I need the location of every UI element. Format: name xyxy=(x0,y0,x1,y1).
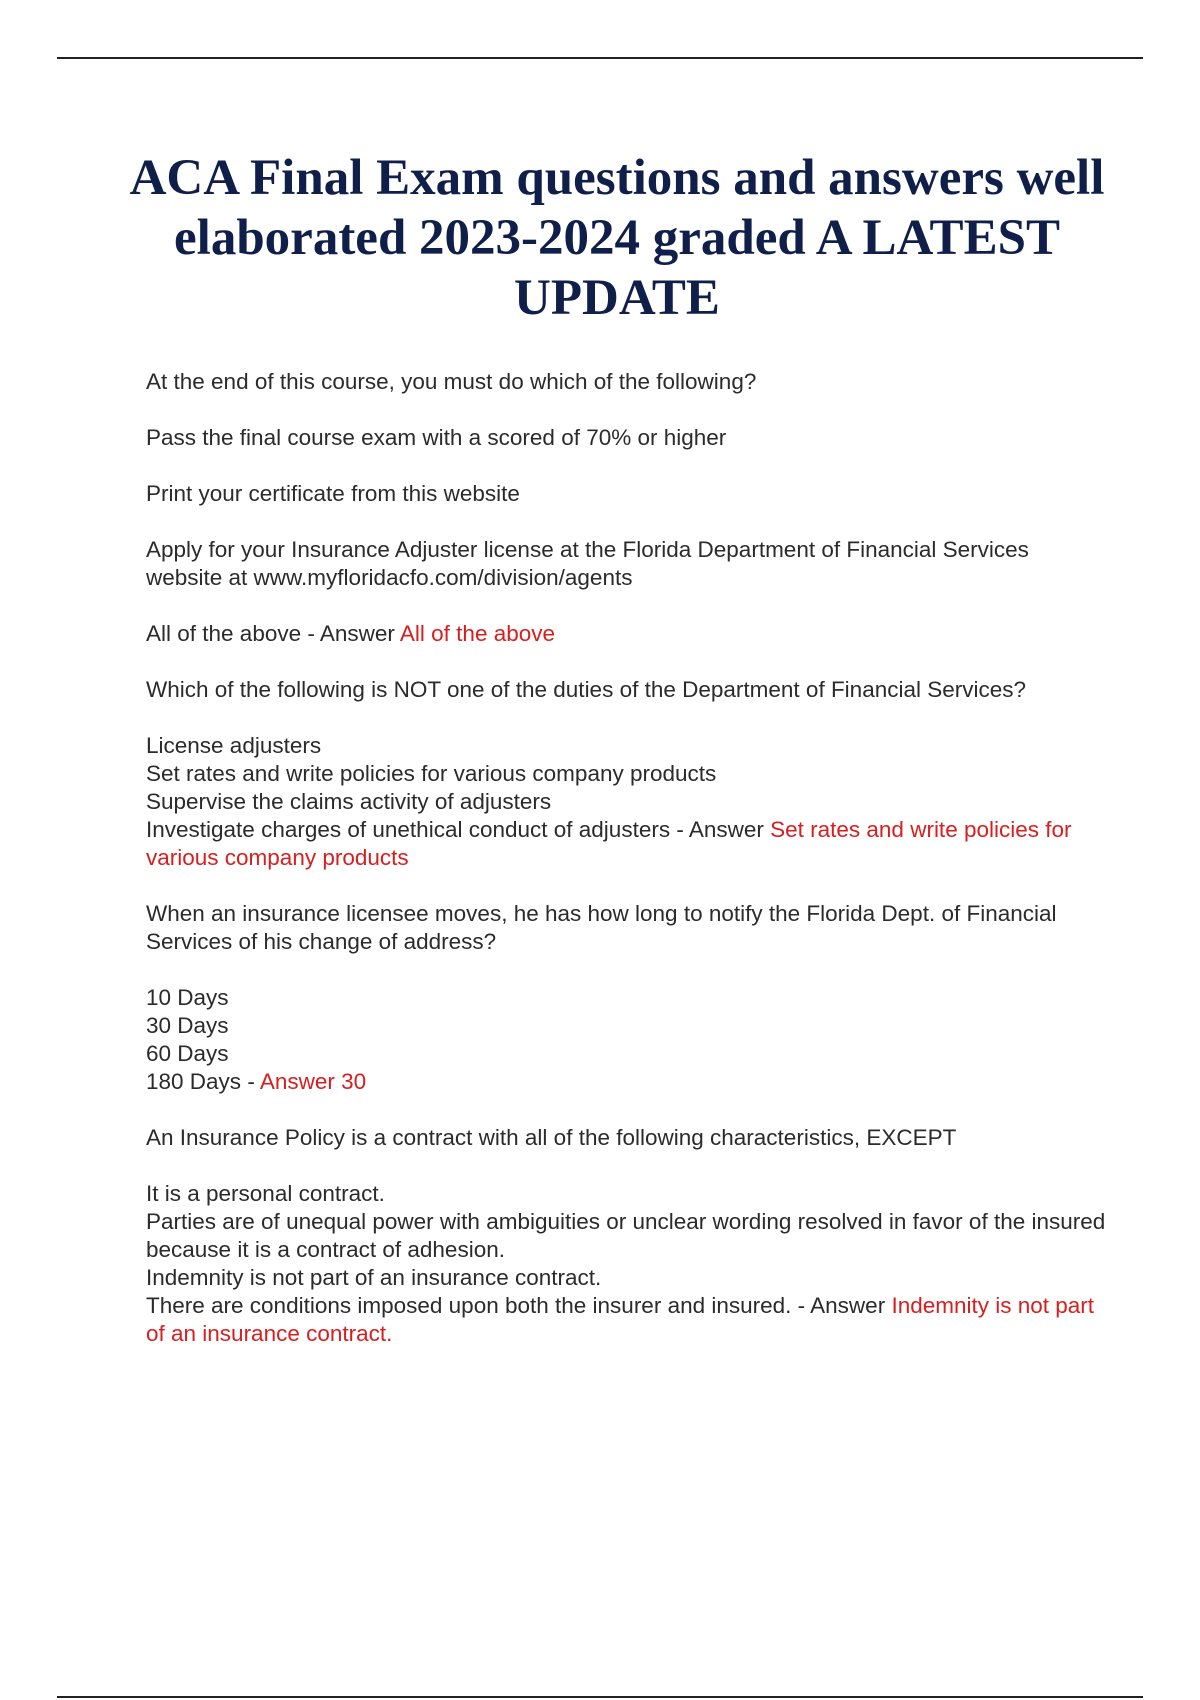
question-2-option-4: Investigate charges of unethical conduct of adjusters xyxy=(146,817,671,842)
question-3-text: When an insurance licensee moves, he has how long to notify the Florida Dept. of Financial Services of his change of address? xyxy=(146,901,1057,954)
question-4-final-option xyxy=(146,1292,1106,1348)
top-rule xyxy=(57,57,1143,59)
question-4-text: An Insurance Policy is a contract with all of the following characteristics, EXCEPT xyxy=(146,1125,957,1150)
question-1-option-4: All of the above xyxy=(146,621,302,646)
answer-prefix: - Answer xyxy=(791,1293,892,1318)
question-3-options xyxy=(146,984,1106,1096)
question-1-option-3: Apply for your Insurance Adjuster license at the Florida Department of Financial Services website at www.myfloridacfo.com/division/agents xyxy=(146,537,1029,590)
question-1-option-2: Print your certificate from this website xyxy=(146,481,520,506)
question-1-option-1: Pass the final course exam with a scored of 70% or higher xyxy=(146,425,727,450)
question-3-option-4: 180 Days xyxy=(146,1069,242,1094)
question-4-option-2: Parties are of unequal power with ambiguities or unclear wording resolved in favor of the insured because it is a contract of adhesion. xyxy=(146,1209,1106,1262)
question-4-option-3: Indemnity is not part of an insurance contract. xyxy=(146,1265,602,1290)
question-4-options xyxy=(146,1180,1106,1348)
document-body xyxy=(146,368,1106,1376)
question-3-final-option xyxy=(146,1068,1106,1096)
answer-prefix: - Answer xyxy=(301,621,400,646)
question-1-answer: All of the above xyxy=(399,621,556,646)
question-1-text: At the end of this course, you must do which of the following? xyxy=(146,369,757,394)
question-2-options xyxy=(146,732,1106,872)
question-3-option-3: 60 Days xyxy=(146,1041,229,1066)
question-2-final-option xyxy=(146,816,1106,872)
document-title: ACA Final Exam questions and answers well elaborated 2023-2024 graded A LATEST UPDATE xyxy=(129,150,1105,326)
question-3-option-2: 30 Days xyxy=(146,1013,229,1038)
question-1-final-option xyxy=(146,620,1106,648)
question-2-option-3: Supervise the claims activity of adjusters xyxy=(146,789,552,814)
question-2-text: Which of the following is NOT one of the duties of the Department of Financial Services? xyxy=(146,677,1027,702)
question-4-option-4: There are conditions imposed upon both the insurer and insured. xyxy=(146,1293,792,1318)
answer-prefix: - Answer xyxy=(670,817,771,842)
bottom-rule xyxy=(57,1696,1143,1698)
question-3-option-1: 10 Days xyxy=(146,985,229,1010)
answer-prefix: - xyxy=(241,1069,260,1094)
question-2-option-1: License adjusters xyxy=(146,733,322,758)
question-4-option-1: It is a personal contract. xyxy=(146,1181,385,1206)
question-3-answer: Answer 30 xyxy=(259,1069,367,1094)
question-2-option-2: Set rates and write policies for various company products xyxy=(146,761,717,786)
question-4-answer: Indemnity is not part of an insurance contract. xyxy=(146,1293,1095,1346)
question-2-answer: Set rates and write policies for various company products xyxy=(146,817,1072,870)
